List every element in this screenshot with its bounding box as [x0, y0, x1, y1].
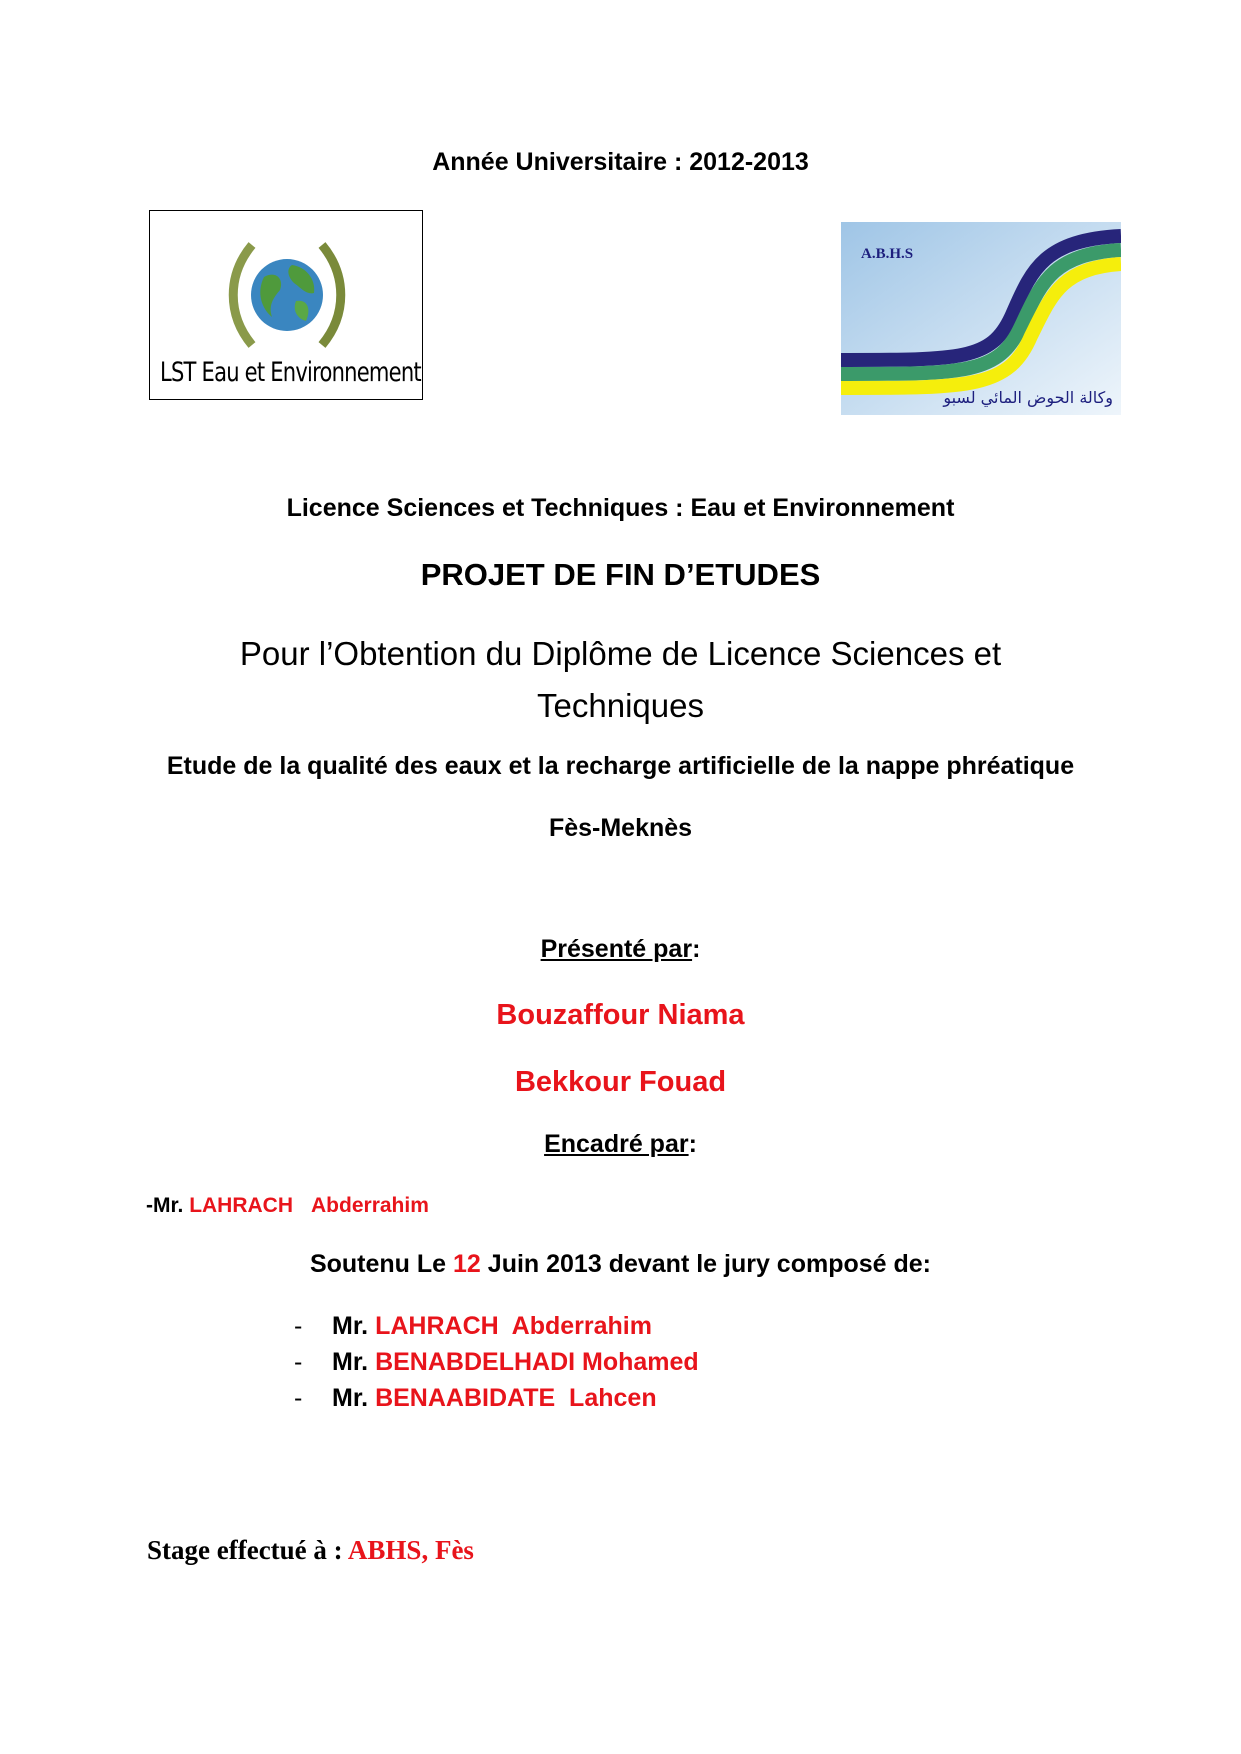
supervisor-last-name: LAHRACH — [189, 1194, 294, 1217]
supervisor-first-name: Abderrahim — [311, 1194, 429, 1217]
defense-day: 12 — [453, 1250, 481, 1278]
encadre-colon: : — [688, 1130, 697, 1158]
jury-title: Mr. — [332, 1348, 369, 1376]
projet-title: PROJET DE FIN D’ETUDES — [420, 557, 821, 592]
student-name: Bekkour Fouad — [514, 1066, 727, 1098]
lst-logo-text: LST Eau et Environnement — [160, 357, 421, 388]
list-dash: - — [294, 1348, 303, 1376]
defense-text-after: Juin 2013 devant le jury composé de: — [480, 1250, 932, 1278]
academic-year: Année Universitaire : 2012-2013 — [432, 148, 809, 176]
list-dash: - — [294, 1312, 303, 1340]
jury-name: BENABDELHADI Mohamed — [375, 1348, 699, 1376]
abhs-arabic-name: وكالة الحوض المائي لسبو — [943, 388, 1113, 407]
jury-title: Mr. — [332, 1384, 369, 1412]
defense-statement — [0, 1250, 1241, 1279]
jury-member — [290, 1344, 990, 1380]
supervisor-prefix: -Mr. — [146, 1194, 184, 1217]
abhs-logo — [841, 222, 1121, 415]
defense-text-before: Soutenu Le — [309, 1250, 454, 1278]
internship-location — [147, 1535, 474, 1566]
jury-member — [290, 1380, 990, 1416]
stage-place: ABHS, Fès — [347, 1535, 474, 1565]
student-name: Bouzaffour Niama — [496, 999, 745, 1031]
obtention-subtitle: Pour l’Obtention du Diplôme de Licence Sciences et Techniques — [239, 635, 1002, 724]
study-location: Fès-Meknès — [548, 814, 693, 842]
jury-member — [290, 1308, 990, 1344]
presente-colon: : — [692, 935, 701, 963]
presente-label — [0, 935, 1241, 964]
lst-logo — [149, 210, 423, 400]
study-title: Etude de la qualité des eaux et la recharge artificielle de la nappe phréatique — [166, 752, 1075, 780]
jury-list — [290, 1308, 990, 1416]
supervisor — [146, 1194, 429, 1218]
licence-title: Licence Sciences et Techniques : Eau et Environnement — [286, 494, 955, 522]
jury-title: Mr. — [332, 1312, 369, 1340]
stage-label: Stage effectué à : — [147, 1535, 348, 1565]
presente-label-text: Présenté par — [540, 935, 693, 963]
list-dash: - — [294, 1384, 303, 1412]
globe-icon — [222, 235, 352, 355]
encadre-label-text: Encadré par — [544, 1130, 689, 1158]
abhs-tag: A.B.H.S — [861, 246, 914, 262]
encadre-label — [0, 1130, 1241, 1159]
jury-name: LAHRACH Abderrahim — [375, 1312, 652, 1340]
jury-name: BENAABIDATE Lahcen — [375, 1384, 657, 1412]
